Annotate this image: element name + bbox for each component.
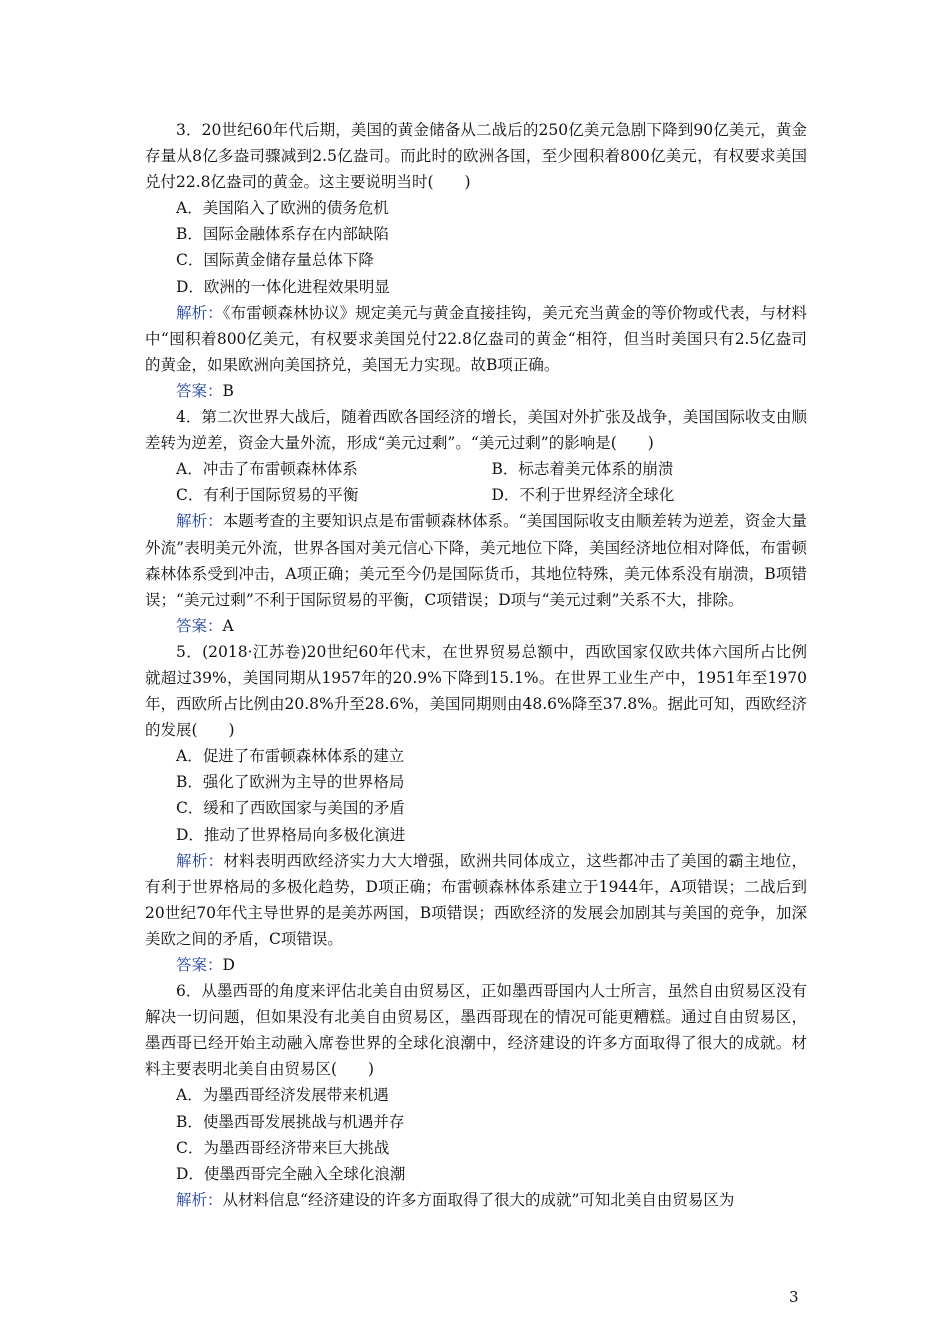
q6-analysis xyxy=(145,1187,807,1213)
q5-answer-value: D xyxy=(222,956,235,974)
q4-answer-value: A xyxy=(222,616,234,635)
q4-answer-label: 答案： xyxy=(176,616,223,635)
q4-options-row-2 xyxy=(145,482,807,508)
q4-option-b: B．标志着美元体系的崩溃 xyxy=(491,460,674,479)
q3-answer-value: B xyxy=(222,381,234,400)
q5-option-a: A．促进了布雷顿森林体系的建立 xyxy=(176,747,405,766)
q6-option-c: C．为墨西哥经济带来巨大挑战 xyxy=(176,1138,390,1157)
q3-analysis-text: 《布雷顿森林协议》规定美元与黄金直接挂钩，美元充当黄金的等价物或代表，与材料中“囤积着800亿美元，有权要求美国兑付22.8亿盎司的黄金“相符，但当时美国只有2.5亿盎司的黄金，如果欧洲向美国挤兑，美国无力实现。故B项正确。 xyxy=(145,303,807,374)
q3-stem: 3．20世纪60年代后期，美国的黄金储备从二战后的250亿美元急剧下降到90亿美元，黄金存量从8亿多盎司骤减到2.5亿盎司。而此时的欧洲各国，至少囤积着800亿美元，有权要求美国兑付22.8亿盎司的黄金。这主要说明当时( ) xyxy=(145,121,807,192)
q3-analysis-label: 解析： xyxy=(176,303,223,322)
q5-analysis xyxy=(145,848,807,952)
q5-analysis-label: 解析： xyxy=(176,851,224,870)
q3-option-b: B．国际金融体系存在内部缺陷 xyxy=(176,225,389,244)
q6-analysis-text: 从材料信息“经济建设的许多方面取得了很大的成就”可知北美自由贸易区为 xyxy=(222,1190,735,1209)
q5-analysis-text: 材料表明西欧经济实力大大增强，欧洲共同体成立，这些都冲击了美国的霸主地位，有利于世界格局的多极化趋势，D项正确；布雷顿森林体系建立于1944年，A项错误；二战后到20世纪70年代主导世界的是美苏两国，B项错误；西欧经济的发展会加剧其与美国的竞争，加深美欧之间的矛盾，C项错误。 xyxy=(145,851,807,948)
q4-analysis-text: 本题考查的主要知识点是布雷顿森林体系。“美国国际收支由顺差转为逆差，资金大量外流”表明美元外流，世界各国对美元信心下降，美元地位下降，美国经济地位相对降低，布雷顿森林体系受到冲击，A项正确；美元至今仍是国际货币，其地位特殊，美元体系没有崩溃，B项错误；“美元过剩”不利于国际贸易的平衡，C项错误；D项与“美元过剩”关系不大，排除。 xyxy=(145,512,807,609)
q3-option-c: C．国际黄金储存量总体下降 xyxy=(176,251,374,270)
q4-options-row-1 xyxy=(145,456,807,482)
q3-analysis xyxy=(145,300,807,378)
q3-option-a: A．美国陷入了欧洲的债务危机 xyxy=(176,199,389,218)
q5-stem: 5．(2018·江苏卷)20世纪60年代末，在世界贸易总额中，西欧国家仅欧共体六国所占比例就超过39%，美国同期从1957年的20.9%下降到15.1%。在世界工业生产中，1951年至1970年，西欧所占比例由20.8%升至28.6%，美国同期则由48.6%降至37.8%。据此可知，西欧经济的发展( ) xyxy=(145,642,807,740)
q6-option-b: B．使墨西哥发展挑战与机遇并存 xyxy=(176,1112,405,1131)
page-number: 3 xyxy=(789,1288,799,1306)
q4-option-d: D．不利于世界经济全球化 xyxy=(491,486,675,505)
q4-analysis-label: 解析： xyxy=(176,512,223,531)
q6-analysis-label: 解析： xyxy=(176,1190,223,1209)
q3-answer xyxy=(145,378,807,404)
q5-answer xyxy=(145,952,807,978)
q5-option-c: C．缓和了西欧国家与美国的矛盾 xyxy=(176,799,405,818)
q4-answer xyxy=(145,613,807,639)
q5-option-d: D．推动了世界格局向多极化演进 xyxy=(176,825,406,844)
q6-option-a: A．为墨西哥经济发展带来机遇 xyxy=(176,1086,389,1105)
q5-option-b: B．强化了欧洲为主导的世界格局 xyxy=(176,773,405,792)
q3-answer-label: 答案： xyxy=(176,381,223,400)
q6-option-d: D．使墨西哥完全融入全球化浪潮 xyxy=(176,1164,406,1183)
q4-stem: 4．第二次世界大战后，随着西欧各国经济的增长，美国对外扩张及战争，美国国际收支由顺差转为逆差，资金大量外流，形成“美元过剩”。“美元过剩”的影响是( ) xyxy=(145,408,807,453)
q5-answer-label: 答案： xyxy=(176,956,223,974)
page-content xyxy=(145,117,807,1213)
q4-option-a: A．冲击了布雷顿森林体系 xyxy=(176,460,358,479)
q4-analysis xyxy=(145,508,807,612)
q6-stem: 6．从墨西哥的角度来评估北美自由贸易区，正如墨西哥国内人士所言，虽然自由贸易区没有解决一切问题，但如果没有北美自由贸易区，墨西哥现在的情况可能更糟糕。通过自由贸易区，墨西哥已经开始主动融入席卷世界的全球化浪潮中，经济建设的许多方面取得了很大的成就。材料主要表明北美自由贸易区( ) xyxy=(145,982,807,1079)
q3-option-d: D．欧洲的一体化进程效果明显 xyxy=(176,277,390,296)
q4-option-c: C．有利于国际贸易的平衡 xyxy=(176,486,359,505)
